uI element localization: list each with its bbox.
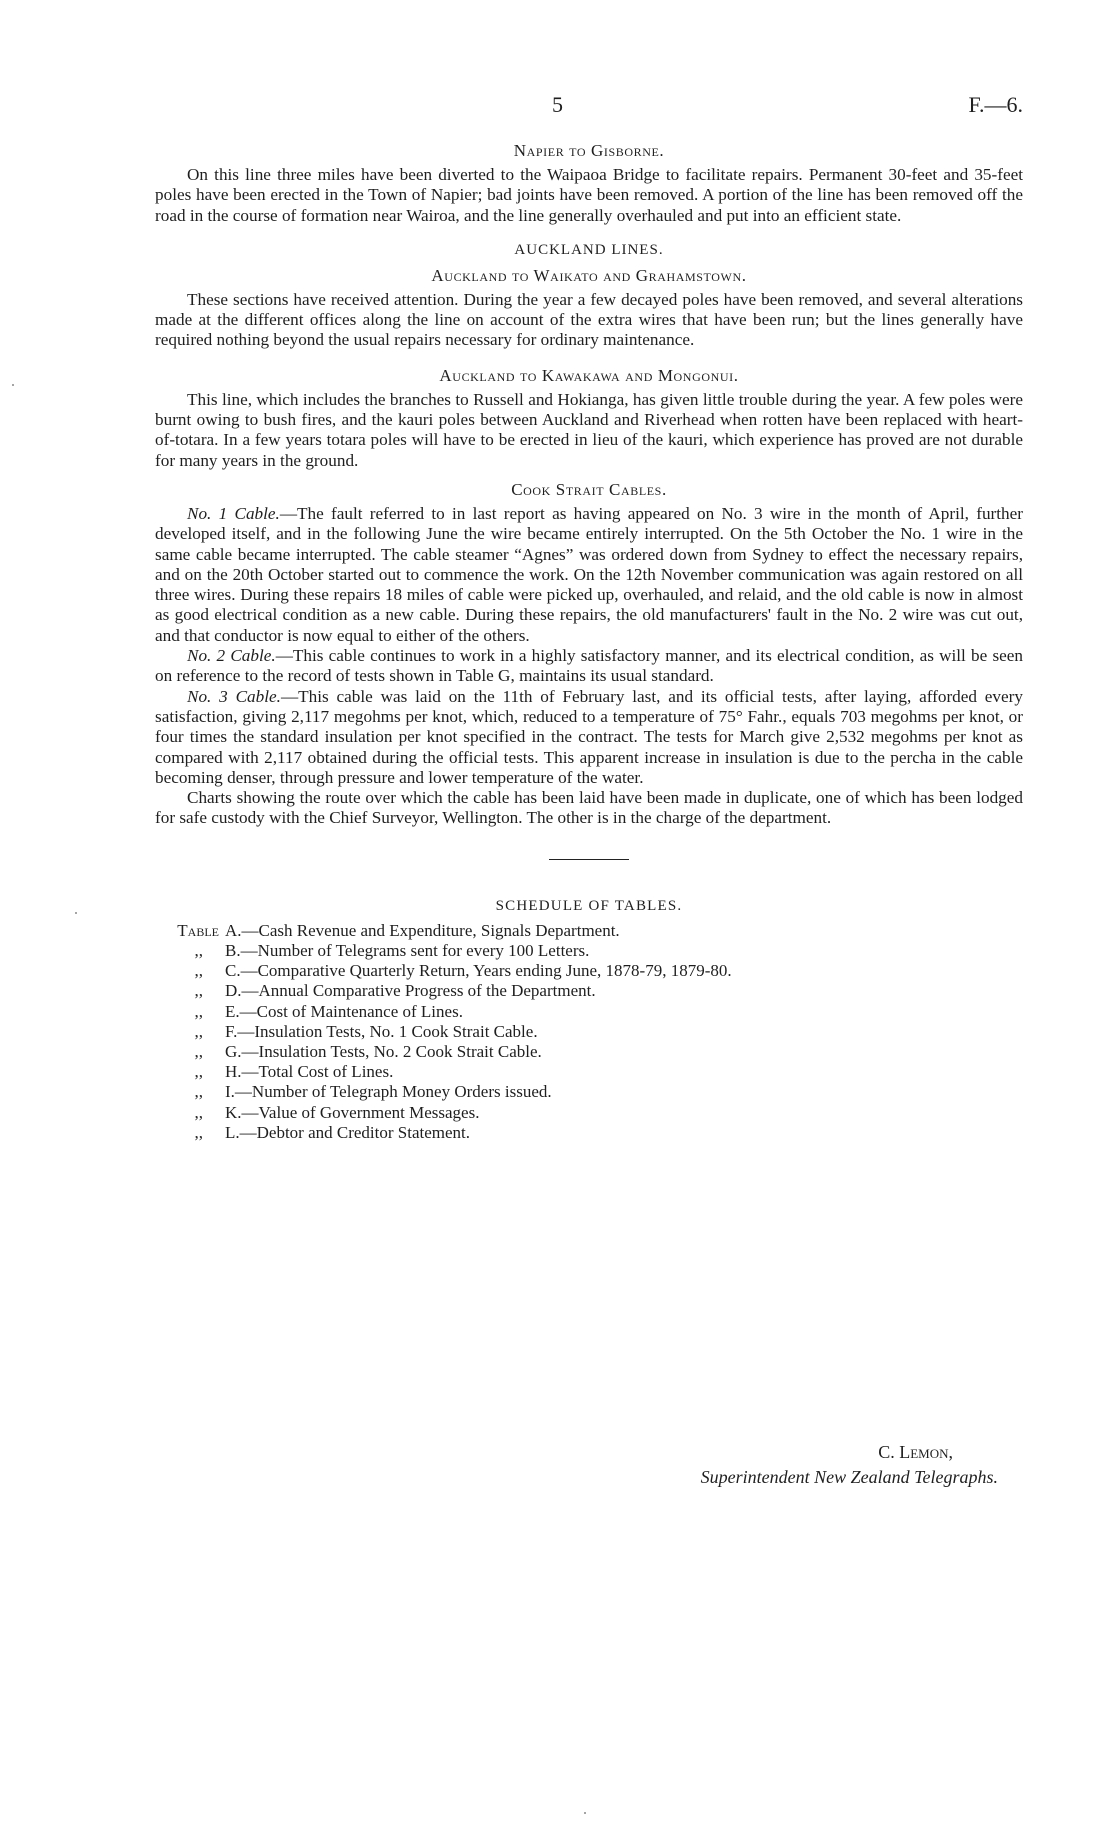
schedule-item — [145, 1062, 1023, 1082]
heading-auckland-lines: AUCKLAND LINES. — [514, 241, 664, 258]
section-divider — [549, 859, 629, 860]
schedule-item — [145, 1022, 1023, 1042]
scan-speck — [12, 384, 14, 386]
signatory-name: C. Lemon, — [878, 1442, 953, 1462]
document-reference: F.—6. — [968, 92, 1023, 117]
paragraph-charts: Charts showing the route over which the cable has been laid have been made in duplicate, one of which has been lodged for safe custody with the Chief Surveyor, Wellington. The other is in the charge of the department. — [155, 788, 1023, 828]
schedule-item-text: L.—Debtor and Creditor Statement. — [225, 1122, 471, 1142]
schedule-item-text: K.—Value of Government Messages. — [225, 1102, 480, 1122]
schedule-ditto-mark: ,, — [194, 981, 203, 1001]
schedule-item — [145, 1042, 1023, 1062]
schedule-item — [145, 961, 1023, 981]
heading-auckland-to-waikato: Auckland to Waikato and Grahamstown. — [431, 265, 747, 285]
schedule-item-text: H.—Total Cost of Lines. — [225, 1062, 394, 1082]
schedule-item-text: F.—Insulation Tests, No. 1 Cook Strait Cable. — [225, 1021, 538, 1041]
paragraph-cable-3 — [155, 687, 1023, 788]
cable-1-text: —The fault referred to in last report as having appeared on No. 3 wire in the month of April, further developed itself, and in the following June the wire became entirely interrupted. On the 5th October the No. 1 wire in the same cable became interrupted. The cable steamer “Agnes” was ordered down from Sydney to effect the necessary repairs, and on the 20th October started out to commence the work. On the 12th November communication was again restored on all three wires. During these repairs 18 miles of cable were picked up, overhauled, and relaid, and the old cable is now in almost as good electrical condition as a new cable. During these repairs, the old manufacturers' fault in the No. 2 wire was cut out, and that conductor is now equal to either of the others. — [155, 503, 1023, 645]
schedule-item-text: G.—Insulation Tests, No. 2 Cook Strait Cable. — [225, 1041, 542, 1061]
report-body — [155, 140, 1023, 1143]
schedule-item-text: A.—Cash Revenue and Expenditure, Signals Department. — [225, 920, 620, 940]
cable-3-text: —This cable was laid on the 11th of February last, and its official tests, after laying, afforded every satisfaction, giving 2,117 megohms per knot, which, reduced to a temperature of 75° Fahr., equals 703 megohms per knot, or four times the standard insulation per knot specified in the contract. The tests for March give 2,532 megohms per knot as compared with 2,117 obtained during the official tests. This apparent increase in insulation is due to the percha in the cable becoming denser, through pressure and lower temperature of the water. — [155, 686, 1023, 787]
paragraph-cable-1 — [155, 504, 1023, 646]
cable-2-label: No. 2 Cable. — [187, 646, 276, 666]
page-header — [0, 92, 1114, 122]
schedule-ditto-mark: ,, — [194, 1041, 203, 1061]
schedule-item — [145, 981, 1023, 1001]
heading-auckland-to-kawakawa: Auckland to Kawakawa and Mongonui. — [439, 365, 739, 385]
page-number: 5 — [552, 92, 563, 117]
schedule-ditto-mark: ,, — [194, 1082, 203, 1102]
schedule-item — [145, 1002, 1023, 1022]
schedule-ditto-mark: ,, — [194, 1001, 203, 1021]
schedule-item-text: C.—Comparative Quarterly Return, Years ending June, 1878-79, 1879-80. — [225, 961, 732, 981]
heading-napier-to-gisborne: Napier to Gisborne. — [513, 141, 665, 160]
schedule-ditto-mark: ,, — [194, 940, 203, 960]
scan-speck — [584, 1812, 586, 1814]
schedule-list — [145, 921, 1023, 1143]
cable-2-text: —This cable continues to work in a highly satisfactory manner, and its electrical condition, as will be seen on reference to the record of tests shown in Table G, maintains its usual standard. — [155, 646, 1023, 686]
schedule-item-text: I.—Number of Telegraph Money Orders issued. — [225, 1082, 552, 1102]
schedule-title: SCHEDULE OF TABLES. — [495, 897, 683, 914]
schedule-ditto-mark: ,, — [194, 1102, 203, 1122]
schedule-ditto-mark: ,, — [194, 1062, 203, 1082]
schedule-ditto-mark: ,, — [194, 1021, 203, 1041]
schedule-ditto-mark: ,, — [194, 961, 203, 981]
schedule-item — [145, 1103, 1023, 1123]
schedule-item-text: D.—Annual Comparative Progress of the Department. — [225, 981, 596, 1001]
cable-3-label: No. 3 Cable. — [187, 686, 281, 706]
paragraph-auckland-waikato: These sections have received attention. During the year a few decayed poles have been removed, and several alterations made at the different offices along the line on account of the extra wires that have been run; but the lines generally have required nothing beyond the usual repairs necessary for ordinary maintenance. — [155, 289, 1023, 350]
paragraph-napier: On this line three miles have been diverted to the Waipaoa Bridge to facilitate repairs. Permanent 30-feet and 35-feet poles have been erected in the Town of Napier; bad joints have been removed. A portion of the line has been removed off the road in the course of formation near Wairoa, and the line generally overhauled and put into an efficient state. — [155, 165, 1023, 225]
cable-1-label: No. 1 Cable. — [187, 503, 280, 523]
signature-block — [590, 1442, 1010, 1488]
schedule-item-text: E.—Cost of Maintenance of Lines. — [225, 1001, 463, 1021]
signatory-title: Superintendent New Zealand Telegraphs. — [700, 1467, 998, 1487]
schedule-item — [145, 941, 1023, 961]
schedule-item-text: B.—Number of Telegrams sent for every 100 Letters. — [225, 940, 590, 960]
schedule-item — [145, 921, 1023, 941]
schedule-ditto-mark: ,, — [194, 1122, 203, 1142]
paragraph-auckland-kawakawa: This line, which includes the branches to Russell and Hokianga, has given little trouble during the year. A few poles were burnt owing to bush fires, and the kauri poles between Auckland and Riverhead when rotten have been replaced with heart-of-totara. In a few years totara poles will have to be erected in lieu of the kauri, which experience has proved are not durable for many years in the ground. — [155, 389, 1023, 470]
schedule-table-word: Table — [177, 920, 219, 940]
paragraph-cable-2 — [155, 646, 1023, 687]
schedule-item — [145, 1082, 1023, 1102]
heading-cook-strait-cables: Cook Strait Cables. — [511, 479, 667, 499]
schedule-item — [145, 1123, 1023, 1143]
scan-speck — [75, 912, 77, 914]
